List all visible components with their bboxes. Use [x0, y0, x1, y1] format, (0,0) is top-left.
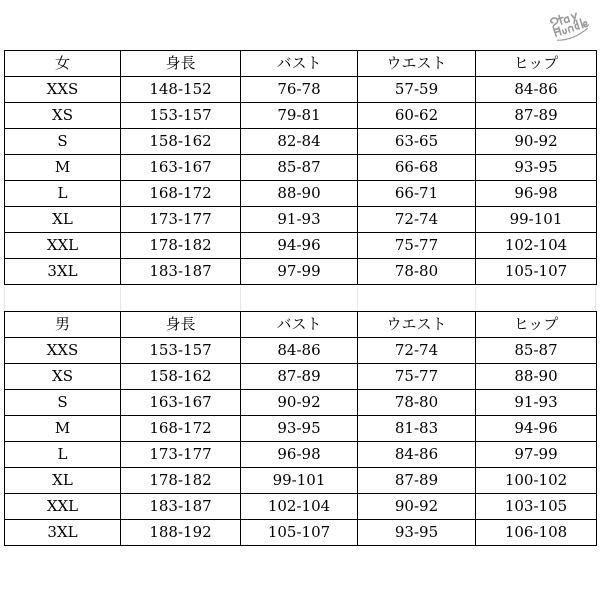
size-cell: XXS — [5, 77, 121, 103]
separator-line — [475, 287, 476, 311]
hip-cell: 90-92 — [476, 129, 597, 155]
separator-line — [120, 287, 121, 311]
bust-cell: 93-95 — [241, 416, 358, 442]
waist-cell: 72-74 — [358, 207, 476, 233]
height-cell: 178-182 — [121, 233, 241, 259]
table-row — [5, 207, 597, 233]
hip-cell: 94-96 — [476, 416, 597, 442]
table-row — [5, 494, 597, 520]
hip-cell: 93-95 — [476, 155, 597, 181]
waist-cell: 87-89 — [358, 468, 476, 494]
table-row — [5, 129, 597, 155]
hip-cell: 84-86 — [476, 77, 597, 103]
height-cell: 163-167 — [121, 390, 241, 416]
waist-cell: 78-80 — [358, 259, 476, 285]
height-cell: 183-187 — [121, 259, 241, 285]
hip-cell: 103-105 — [476, 494, 597, 520]
height-cell: 153-157 — [121, 338, 241, 364]
separator-line — [595, 287, 596, 311]
bust-cell: 99-101 — [241, 468, 358, 494]
waist-cell: 90-92 — [358, 494, 476, 520]
height-cell: 148-152 — [121, 77, 241, 103]
waist-cell: 60-62 — [358, 103, 476, 129]
table-row — [5, 442, 597, 468]
bust-cell: 82-84 — [241, 129, 358, 155]
height-cell: 163-167 — [121, 155, 241, 181]
separator-line — [357, 287, 358, 311]
header-cell-waist: ウエスト — [358, 312, 476, 338]
hip-cell: 97-99 — [476, 442, 597, 468]
waist-cell: 66-68 — [358, 155, 476, 181]
table-row — [5, 181, 597, 207]
size-cell: M — [5, 155, 121, 181]
womens-size-table — [4, 50, 597, 285]
size-cell: XS — [5, 364, 121, 390]
height-cell: 158-162 — [121, 364, 241, 390]
hip-cell: 87-89 — [476, 103, 597, 129]
header-cell-gender: 女 — [5, 51, 121, 77]
bust-cell: 91-93 — [241, 207, 358, 233]
waist-cell: 66-71 — [358, 181, 476, 207]
hip-cell: 99-101 — [476, 207, 597, 233]
bust-cell: 90-92 — [241, 390, 358, 416]
hip-cell: 91-93 — [476, 390, 597, 416]
height-cell: 183-187 — [121, 494, 241, 520]
separator-line — [4, 287, 5, 311]
size-cell: L — [5, 181, 121, 207]
table-row — [5, 103, 597, 129]
hip-cell: 100-102 — [476, 468, 597, 494]
table-row — [5, 155, 597, 181]
hip-cell: 106-108 — [476, 520, 597, 546]
size-cell: XL — [5, 207, 121, 233]
header-cell-hip: ヒップ — [476, 312, 597, 338]
size-cell: XS — [5, 103, 121, 129]
table-header-row — [5, 51, 597, 77]
waist-cell: 75-77 — [358, 233, 476, 259]
bust-cell: 84-86 — [241, 338, 358, 364]
watermark-logo — [546, 4, 592, 50]
bust-cell: 76-78 — [241, 77, 358, 103]
bust-cell: 94-96 — [241, 233, 358, 259]
mens-size-table — [4, 311, 597, 546]
table-row — [5, 77, 597, 103]
height-cell: 188-192 — [121, 520, 241, 546]
header-cell-bust: バスト — [241, 312, 358, 338]
height-cell: 153-157 — [121, 103, 241, 129]
hip-cell: 105-107 — [476, 259, 597, 285]
size-cell: XXL — [5, 494, 121, 520]
size-cell: S — [5, 129, 121, 155]
height-cell: 178-182 — [121, 468, 241, 494]
table-row — [5, 390, 597, 416]
height-cell: 173-177 — [121, 442, 241, 468]
hip-cell: 96-98 — [476, 181, 597, 207]
table-row — [5, 364, 597, 390]
table-header-row — [5, 312, 597, 338]
bust-cell: 79-81 — [241, 103, 358, 129]
size-cell: M — [5, 416, 121, 442]
waist-cell: 81-83 — [358, 416, 476, 442]
header-cell-hip: ヒップ — [476, 51, 597, 77]
bust-cell: 87-89 — [241, 364, 358, 390]
waist-cell: 78-80 — [358, 390, 476, 416]
header-cell-height: 身長 — [121, 51, 241, 77]
size-cell: XXL — [5, 233, 121, 259]
table-row — [5, 416, 597, 442]
size-cell: XL — [5, 468, 121, 494]
table-separator — [4, 287, 596, 311]
size-cell: L — [5, 442, 121, 468]
header-cell-height: 身長 — [121, 312, 241, 338]
height-cell: 168-172 — [121, 181, 241, 207]
header-cell-gender: 男 — [5, 312, 121, 338]
header-cell-bust: バスト — [241, 51, 358, 77]
separator-line — [240, 287, 241, 311]
bust-cell: 105-107 — [241, 520, 358, 546]
size-cell: XXS — [5, 338, 121, 364]
bust-cell: 88-90 — [241, 181, 358, 207]
waist-cell: 63-65 — [358, 129, 476, 155]
table-row — [5, 338, 597, 364]
hip-cell: 102-104 — [476, 233, 597, 259]
header-cell-waist: ウエスト — [358, 51, 476, 77]
waist-cell: 93-95 — [358, 520, 476, 546]
height-cell: 168-172 — [121, 416, 241, 442]
table-row — [5, 468, 597, 494]
table-row — [5, 259, 597, 285]
hip-cell: 88-90 — [476, 364, 597, 390]
table-row — [5, 233, 597, 259]
waist-cell: 72-74 — [358, 338, 476, 364]
bust-cell: 85-87 — [241, 155, 358, 181]
waist-cell: 75-77 — [358, 364, 476, 390]
waist-cell: 84-86 — [358, 442, 476, 468]
size-cell: 3XL — [5, 259, 121, 285]
height-cell: 158-162 — [121, 129, 241, 155]
bust-cell: 102-104 — [241, 494, 358, 520]
waist-cell: 57-59 — [358, 77, 476, 103]
bust-cell: 96-98 — [241, 442, 358, 468]
bust-cell: 97-99 — [241, 259, 358, 285]
size-cell: 3XL — [5, 520, 121, 546]
table-row — [5, 520, 597, 546]
hip-cell: 85-87 — [476, 338, 597, 364]
size-cell: S — [5, 390, 121, 416]
height-cell: 173-177 — [121, 207, 241, 233]
